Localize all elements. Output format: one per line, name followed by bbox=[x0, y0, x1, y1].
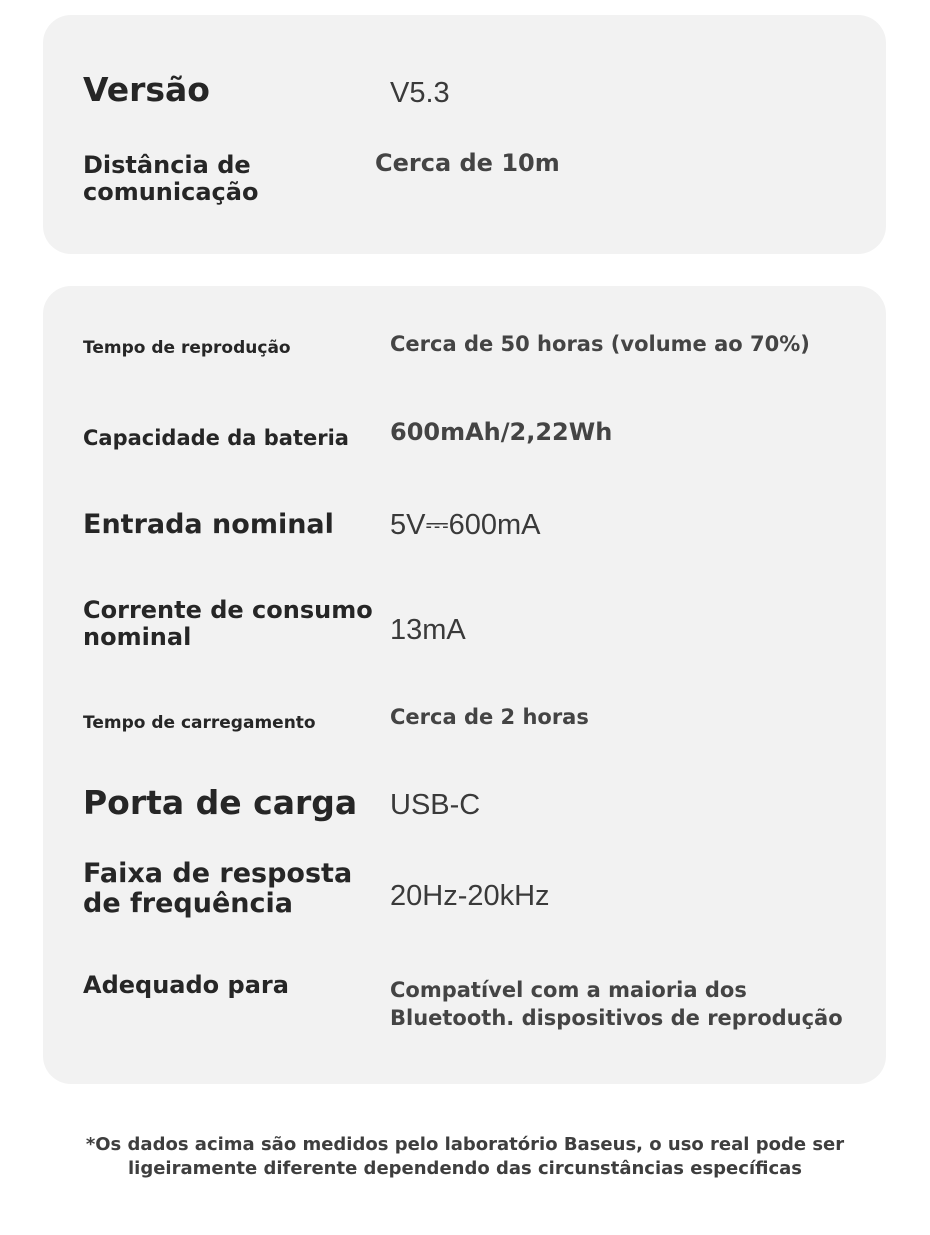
spec-card-power bbox=[43, 286, 886, 1084]
distance-label-line2: comunicação bbox=[83, 177, 259, 206]
current-label-line1: Corrente de consumo bbox=[83, 596, 373, 624]
frequency-label bbox=[83, 859, 352, 919]
current-label-line2: nominal bbox=[83, 622, 192, 651]
charging-label: Tempo de carregamento bbox=[83, 713, 316, 733]
suitable-label: Adequado para bbox=[83, 971, 289, 999]
charging-value: Cerca de 2 horas bbox=[390, 705, 589, 729]
suitable-value-line1: Compatível com a maioria dos bbox=[390, 978, 747, 1002]
frequency-label-line2: de frequência bbox=[83, 888, 293, 920]
footnote-line2: ligeiramente diferente dependendo das circunstâncias específicas bbox=[128, 1158, 802, 1179]
spec-card-general bbox=[43, 15, 886, 254]
port-label: Porta de carga bbox=[83, 783, 358, 822]
playback-value: Cerca de 50 horas (volume ao 70%) bbox=[390, 332, 810, 356]
playback-label: Tempo de reprodução bbox=[83, 338, 291, 358]
distance-value: Cerca de 10m bbox=[375, 149, 560, 177]
frequency-value: 20Hz-20kHz bbox=[390, 880, 550, 912]
distance-label bbox=[83, 152, 258, 206]
version-value: V5.3 bbox=[390, 77, 450, 109]
footnote-line1: *Os dados acima são medidos pelo laboratório Baseus, o uso real pode ser bbox=[85, 1134, 845, 1155]
current-value: 13mA bbox=[390, 614, 466, 646]
distance-label-line1: Distância de bbox=[83, 151, 251, 179]
port-value: USB-C bbox=[390, 789, 481, 821]
footnote bbox=[0, 1133, 930, 1181]
current-label bbox=[83, 597, 373, 651]
frequency-label-line1: Faixa de resposta bbox=[83, 858, 353, 889]
input-label: Entrada nominal bbox=[83, 509, 334, 540]
suitable-value bbox=[390, 976, 843, 1032]
input-value: 5V⎓600mA bbox=[390, 509, 541, 541]
battery-value: 600mAh/2,22Wh bbox=[390, 418, 613, 446]
version-label: Versão bbox=[83, 70, 210, 109]
battery-label: Capacidade da bateria bbox=[83, 426, 349, 450]
suitable-value-line2: Bluetooth. dispositivos de reprodução bbox=[390, 1006, 843, 1030]
